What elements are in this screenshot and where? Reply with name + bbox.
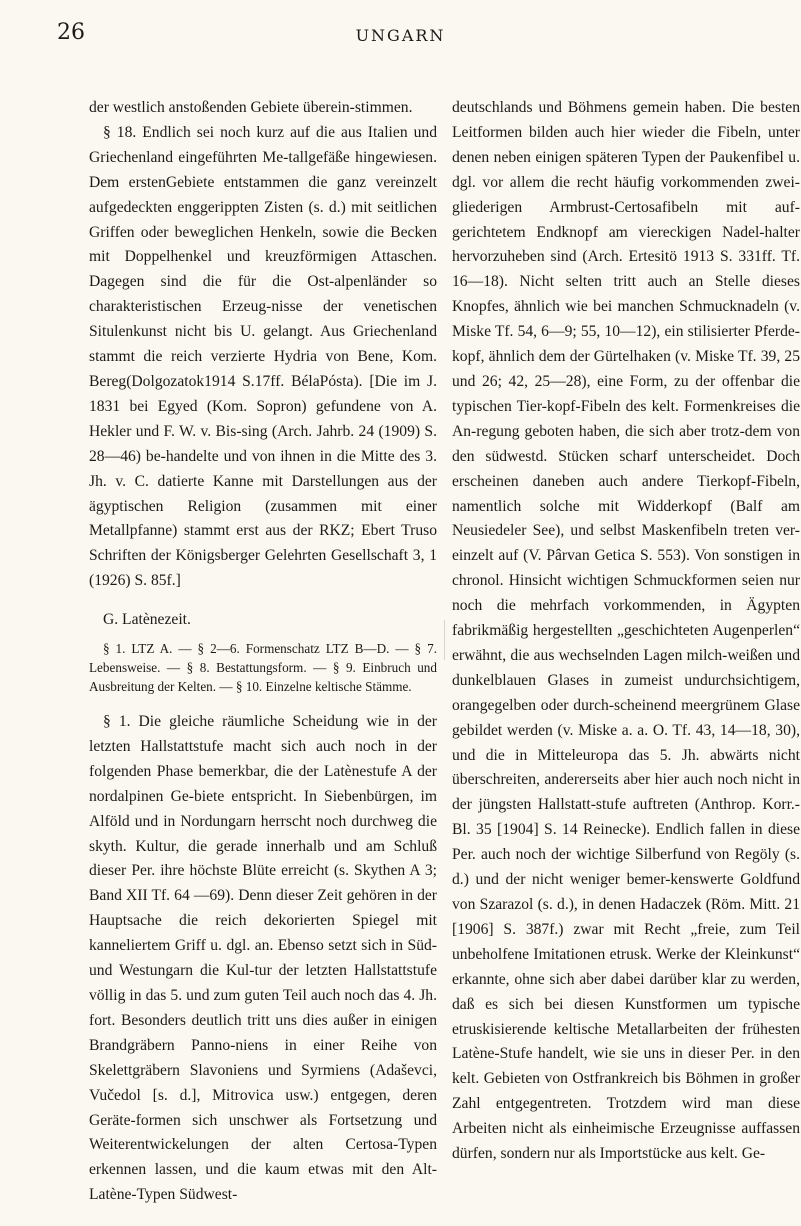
- section-summary: § 1. LTZ A. — § 2—6. Formenschatz LTZ B—D. — § 7. Lebensweise. — § 8. Bestattungsform. — § 9. Einbruch und Ausbreitung der Kelten. — § 10. Einzelne keltische Stämme.: [89, 641, 437, 695]
- paragraph-section-1: § 1. Die gleiche räumliche Scheidung wie in der letzten Hallstattstufe macht sich auch noch in der folgenden Phase bemerkbar, die der Latènestufe A der nordalpinen Ge-biete entspricht. In Siebenbürgen, im Alföld und in Nordungarn herrscht noch durchweg die skyth. Kultur, die gerade innerhalb und am Schluß dieser Per. ihre höchste Blüte erreicht (s. Skythen A 3; Band XII Tf. 64 —69). Denn dieser Zeit gehören in der Hauptsache die reich dekorierten Spiegel mit kanneliertem Griff u. dgl. an. Ebenso setzt sich in Süd- und Westungarn die Kul-tur der letzten Hallstattstufe völlig in das 5. und zum guten Teil auch noch das 4. Jh. fort. Besonders deutlich tritt uns dies außer in einigen Brandgräbern Panno-niens in einer Reihe von Skelettgräbern Slavoniens und Syrmiens (Adaševci, Vučedol [s. d.], Mitrovica usw.) entgegen, deren Geräte-formen sich unschwer als Fortsetzung und Weiterentwickelungen der alten Certosa-Typen erkennen lassen, und die kaum etwas mit den Alt-Latène-Typen Südwest-: [89, 713, 437, 1204]
- paragraph-continuation: der westlich anstoßenden Gebiete überein-stimmen.: [89, 99, 413, 116]
- running-head: UNGARN: [355, 26, 446, 45]
- paragraph-continuation-right: deutschlands und Böhmens gemein haben. Die besten Leitformen bilden auch hier wieder die Fibeln, unter denen neben einigen späteren Typen der Paukenfibel u. dgl. vor allem die recht häufig vorkommenden zwei-gliederigen Armbrust-Certosafibeln mit auf-gerichtetem Endknopf am viereckigen Nadel-halter hervorzuheben sind (Arch. Ertesitö 1913 S. 331ff. Tf. 16—18). Nicht selten tritt auch an Stelle dieses Knopfes, ähnlich wie bei manchen Schmucknadeln (v. Miske Tf. 54, 6—9; 55, 10—12), ein stilisierter Pferde-kopf, ähnlich dem der Gürtelhaken (v. Miske Tf. 39, 25 und 26; 42, 25—28), eine Form, zu der offenbar die typischen Tier-kopf-Fibeln des kelt. Formenkreises die An-regung geboten haben, die sich aber trotz-dem von den südwestd. Stücken scharf unterscheidet. Doch erscheinen daneben auch andere Tierkopf-Fibeln, namentlich solche mit Widderkopf (Balf am Neusiedeler See), und selbst Maskenfibeln treten ver-einzelt auf (V. Pârvan Getica S. 553). Von sonstigen in chronol. Hinsicht wichtigen Schmuckformen seien nur noch die mehrfach vorkommenden, in Ägypten fabrikmäßig hergestellten „geschichteten Augenperlen“ erwähnt, die aus wechselnden Lagen milch-weißen und dunkelblauen Glases in zumeist undurchsichtigem, orangegelben oder durch-scheinend meergrünem Glase gebildet werden (v. Miske a. a. O. Tf. 43, 14—18, 30), und die in Mitteleuropa das 5. Jh. abwärts nicht überschreiten, andererseits aber hier auch noch nicht in der jüngsten Hallstatt-stufe auftreten (Anthrop. Korr.-Bl. 35 [1904] S. 14 Reinecke). Endlich fallen in diese Per. auch noch der wichtige Silberfund von Regöly (s. d.) und der nicht weniger bemer-kenswerte Goldfund von Szarazol (s. d.), in denen Hadaczek (Röm. Mitt. 21 [1906] S. 387f.) zwar mit Recht „freie, zum Teil unbeholfene Imitationen etrusk. Werke der Kleinkunst“ erkannte, ohne sich aber dabei darüber klar zu werden, daß es sich bei diesen Kunstformen um typische etruskisierende keltische Metallarbeiten der frühesten Latène-Stufe handelt, wie sie uns in dieser Per. in den kelt. Gebieten von Ostfrankreich bis Böhmen in großer Zahl entgegentreten. Trotzdem wird man diese Arbeiten nicht als einheimische Erzeugnisse auffassen dürfen, sondern nur als Importstücke aus kelt. Ge-: [452, 99, 800, 1163]
- column-divider: [444, 620, 445, 660]
- right-column: [452, 96, 800, 1167]
- paragraph-section-18: § 18. Endlich sei noch kurz auf die aus Italien und Griechenland eingeführten Me-tallgefäße hingewiesen. Dem erstenGebiete entstammen die ganz vereinzelt aufgedeckten enggerippten Zisten (s. d.) mit seitlichen Griffen oder beweglichen Henkeln, sowie die Becken mit Doppelhenkel und kreuzförmigen Attaschen. Dagegen sind die für die Ost-alpenländer so charakteristischen Erzeug-nisse der venetischen Situlenkunst nicht bis U. gelangt. Aus Griechenland stammt die reich verzierte Hydria von Bene, Kom. Bereg(Dolgozatok1914 S.17ff. BélaPósta). [Die im J. 1831 bei Egyed (Kom. Sopron) gefundene von A. Hekler und F. W. v. Bis-sing (Arch. Jahrb. 24 (1909) S. 28—46) be-handelte und von ihnen in die Mitte des 3. Jh. v. C. datierte Kanne mit Darstellungen aus der ägyptischen Religion (zusammen mit einer Metallpfanne) stammt erst aus der RKZ; Ebert Truso Schriften der Königsberger Gelehrten Gesellschaft 3, 1 (1926) S. 85f.]: [89, 123, 437, 590]
- page-number: 26: [57, 20, 85, 45]
- left-column: [89, 96, 437, 1208]
- section-heading-latenezeit: G. Latènezeit.: [103, 611, 191, 629]
